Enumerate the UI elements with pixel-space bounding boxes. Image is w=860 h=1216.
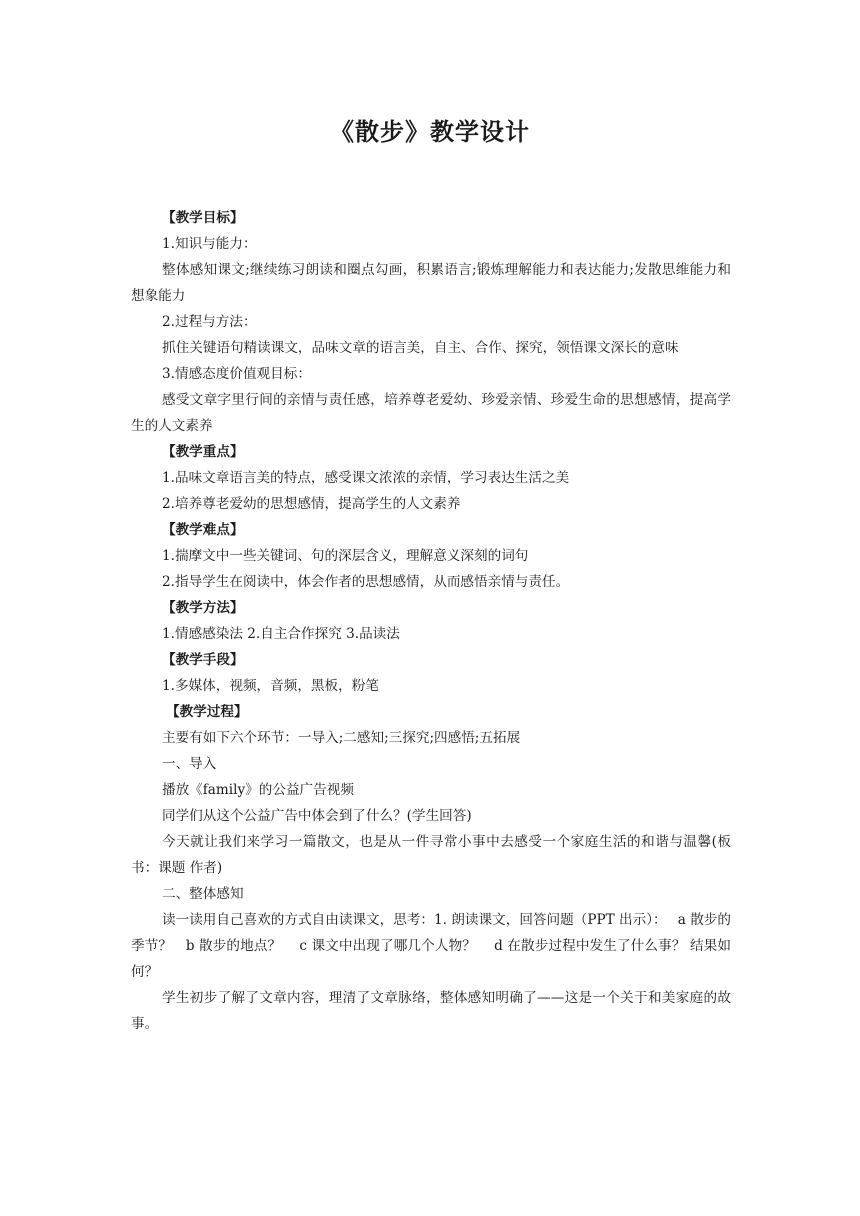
heading-methods: 【教学方法】 bbox=[162, 600, 244, 616]
process-overview: 主要有如下六个环节：一导入;二感知;三探究;四感悟;五拓展 bbox=[162, 730, 521, 746]
heading-process: 【教学过程】 bbox=[166, 704, 248, 720]
process-step-1-intro: 今天就让我们来学习一篇散文，也是从一件寻常小事中去感受一个家庭生活的和谐与温馨(板书：课题 作者) bbox=[131, 834, 731, 876]
method-1: 1.情感感染法 2.自主合作探究 3.品读法 bbox=[162, 626, 400, 642]
process-step-1-video: 播放《family》的公益广告视频 bbox=[162, 782, 354, 798]
objective-1-text: 整体感知课文;继续练习朗读和圈点勾画，积累语言;锻炼理解能力和表达能力;发散思维能力和想象能力 bbox=[131, 262, 731, 304]
heading-means: 【教学手段】 bbox=[162, 652, 244, 668]
means-1: 1.多媒体，视频，音频，黑板，粉笔 bbox=[162, 678, 379, 694]
objective-3-text: 感受文章字里行间的亲情与责任感，培养尊老爱幼、珍爱亲情、珍爱生命的思想感情，提高学生的人文素养 bbox=[131, 392, 731, 434]
objective-1-label: 1.知识与能力： bbox=[162, 236, 257, 252]
process-step-1-question: 同学们从这个公益广告中体会到了什么？(学生回答) bbox=[162, 808, 472, 824]
document-body bbox=[131, 205, 731, 1037]
document-title: 《散步》教学设计 bbox=[330, 118, 530, 146]
objective-3-label: 3.情感态度价值观目标： bbox=[162, 366, 311, 382]
process-step-2-reading: 读一读用自己喜欢的方式自由读课文，思考：1. 朗读课文，回答问题（PPT 出示）： a 散步的季节？ b 散步的地点？ c 课文中出现了哪几个人物？ d 在散步过程中发生了什么事？ 结果如何？ bbox=[131, 912, 731, 980]
heading-key-points: 【教学重点】 bbox=[162, 444, 244, 460]
objective-2-label: 2.过程与方法： bbox=[162, 314, 257, 330]
key-point-1: 1.品味文章语言美的特点，感受课文浓浓的亲情，学习表达生活之美 bbox=[162, 470, 570, 486]
process-step-1-heading: 一、导入 bbox=[162, 756, 217, 772]
difficulty-2: 2.指导学生在阅读中，体会作者的思想感情，从而感悟亲情与责任。 bbox=[162, 574, 570, 590]
heading-objectives: 【教学目标】 bbox=[162, 210, 244, 226]
difficulty-1: 1.揣摩文中一些关键词、句的深层含义，理解意义深刻的词句 bbox=[162, 548, 529, 564]
process-step-2-heading: 二、整体感知 bbox=[162, 886, 244, 902]
heading-difficulties: 【教学难点】 bbox=[162, 522, 244, 538]
key-point-2: 2.培养尊老爱幼的思想感情，提高学生的人文素养 bbox=[162, 496, 461, 512]
objective-2-text: 抓住关键语句精读课文，品味文章的语言美，自主、合作、探究，领悟课文深长的意味 bbox=[162, 340, 679, 356]
process-step-2-summary: 学生初步了解了文章内容，理清了文章脉络，整体感知明确了——这是一个关于和美家庭的故事。 bbox=[131, 990, 731, 1032]
